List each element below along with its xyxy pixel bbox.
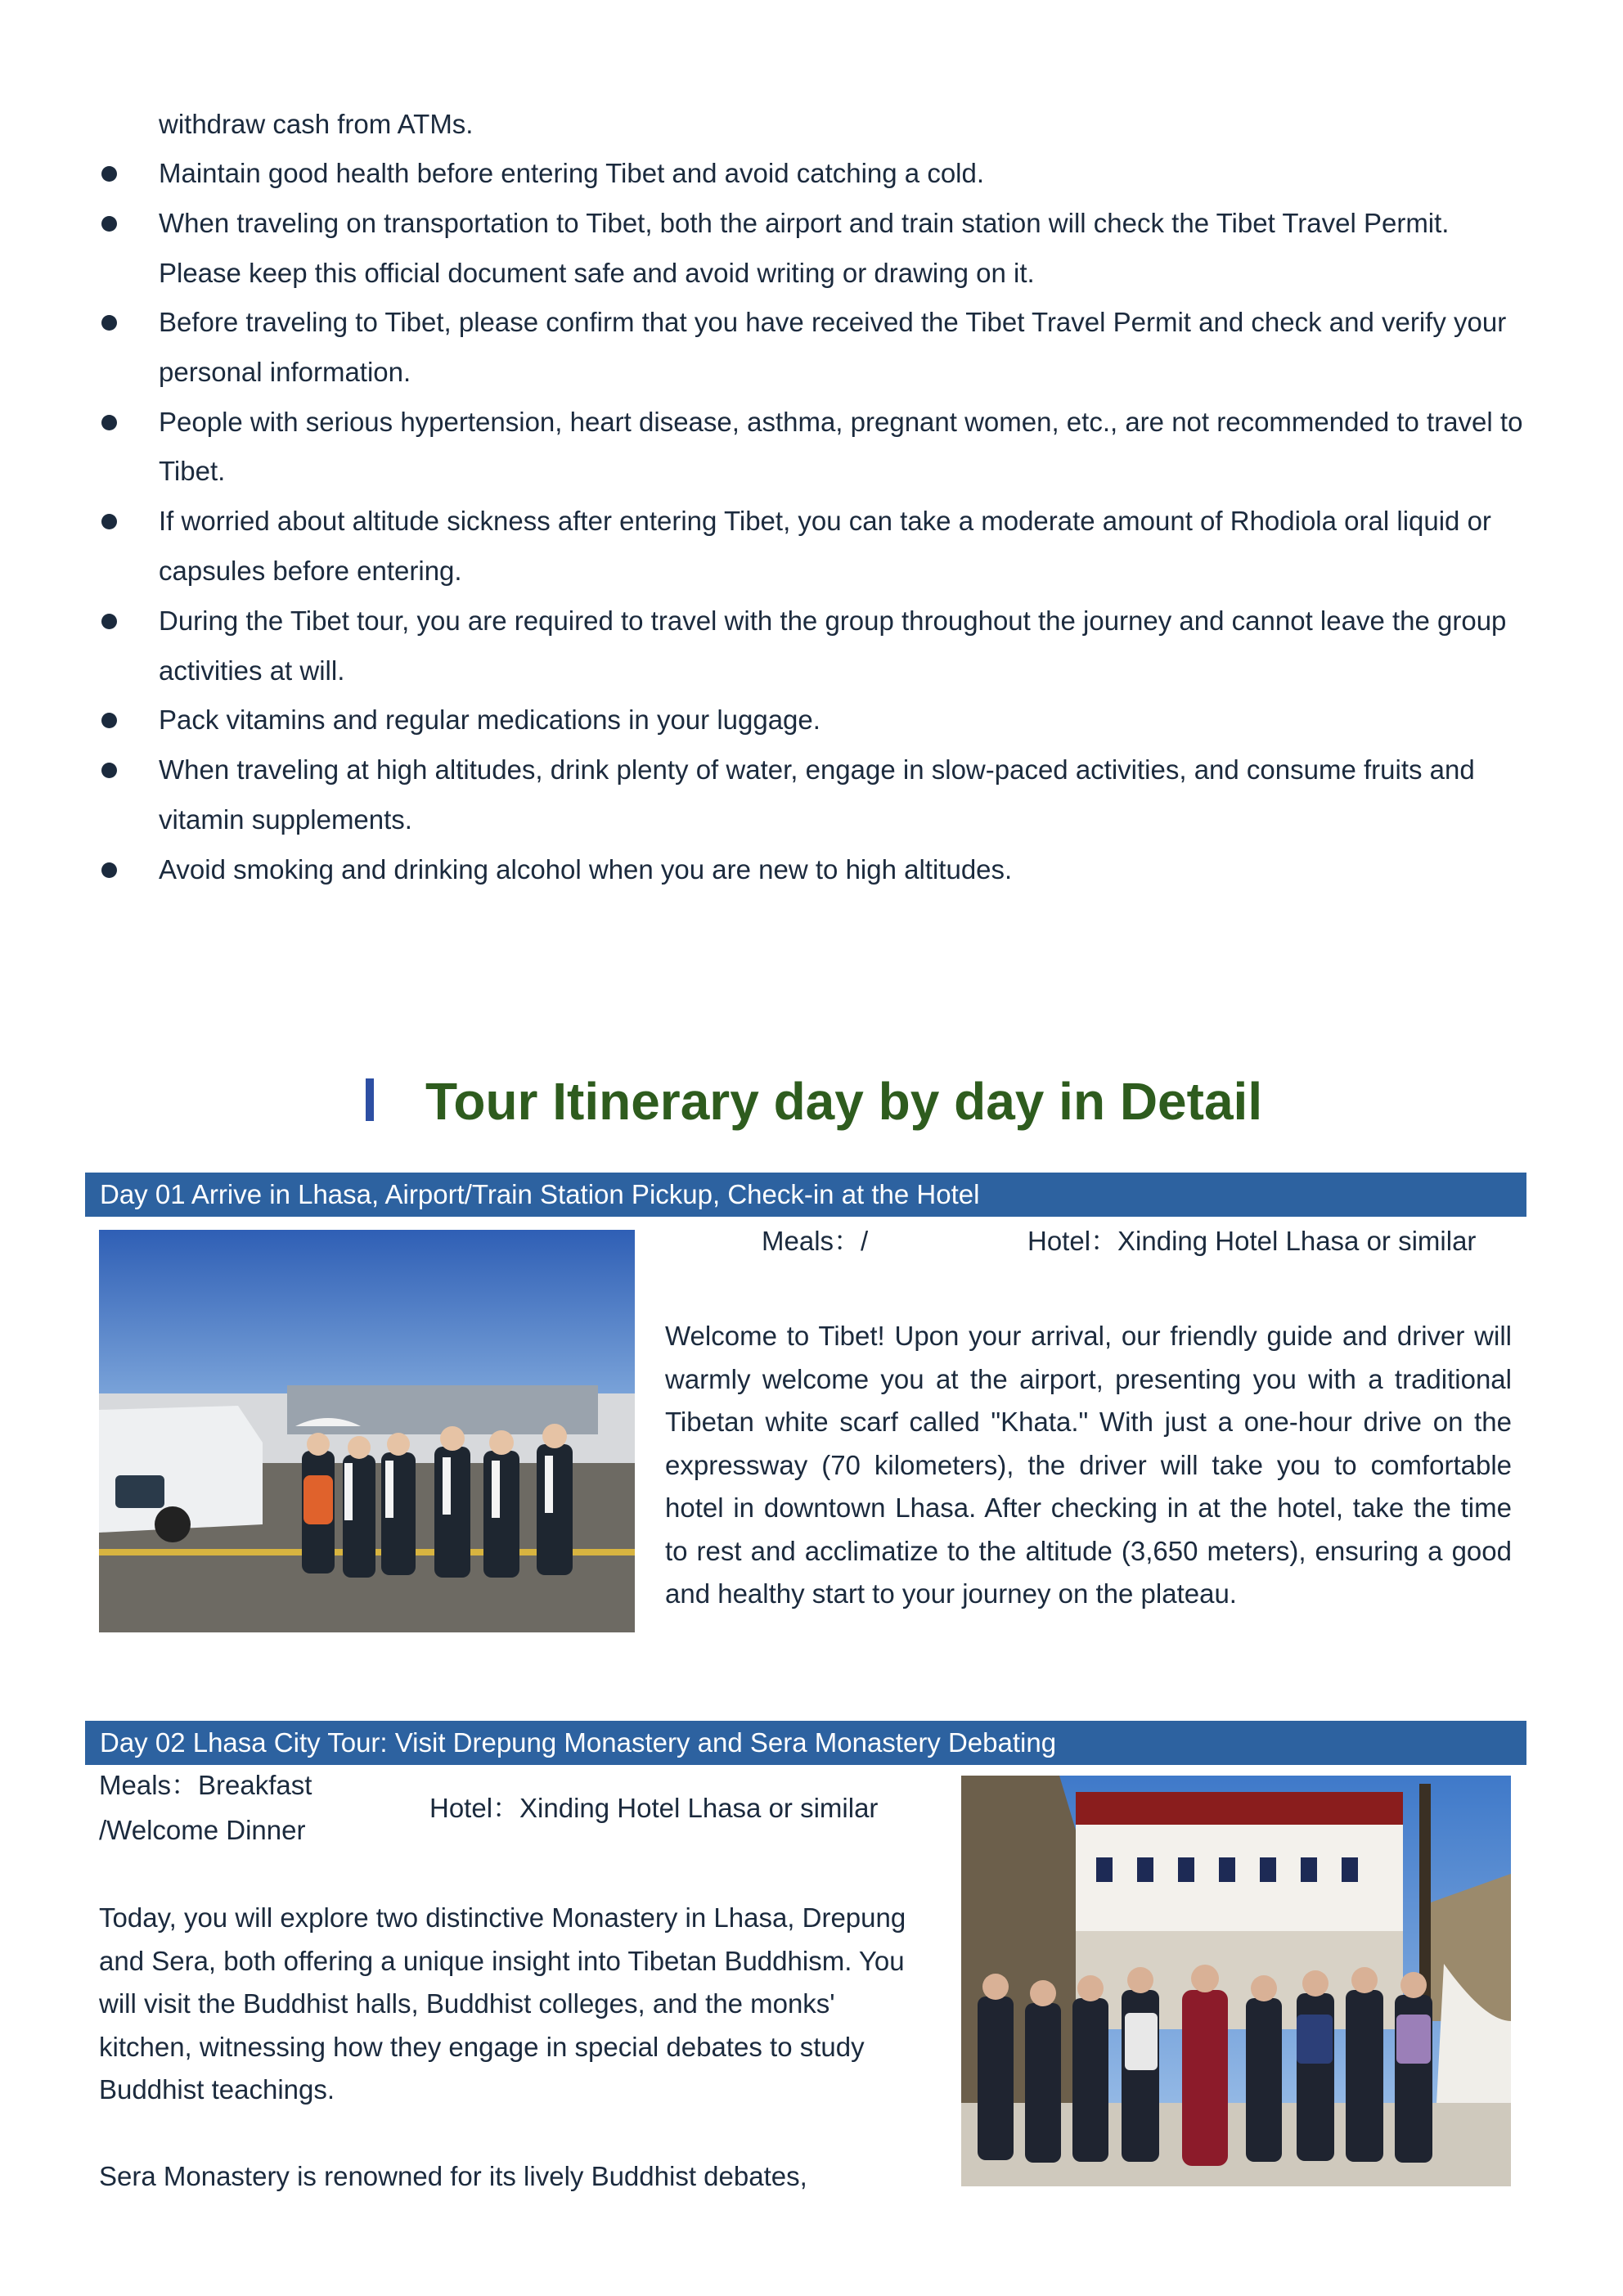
tip-line: Before traveling to Tibet, please confirm that you have received the Tibet Travel Permit and check and verify your bbox=[159, 307, 1507, 337]
tip-line: Please keep this official document safe and avoid writing or drawing on it. bbox=[159, 258, 1035, 288]
day-02-meals-line2: /Welcome Dinner bbox=[99, 1815, 306, 1845]
tip-line: personal information. bbox=[159, 357, 411, 387]
bullet-icon bbox=[101, 415, 117, 430]
tip-line: When traveling on transportation to Tibet, both the airport and train station will check the Tibet Travel Permit. bbox=[159, 208, 1450, 238]
bullet-icon bbox=[101, 216, 117, 232]
bullet-icon bbox=[101, 514, 117, 529]
tip-line: capsules before entering. bbox=[159, 556, 462, 586]
section-title-bar bbox=[366, 1078, 374, 1121]
day-02-meals-line1: Meals：Breakfast bbox=[99, 1770, 312, 1800]
bullet-icon bbox=[101, 713, 117, 728]
tip-line: Pack vitamins and regular medications in your luggage. bbox=[159, 705, 820, 735]
day-02-paragraph-2: Sera Monastery is renowned for its lively Buddhist debates, bbox=[99, 2161, 807, 2191]
bullet-icon bbox=[101, 862, 117, 878]
day-01-meals: Meals：/ bbox=[762, 1226, 869, 1256]
tip-line: Maintain good health before entering Tibet and avoid catching a cold. bbox=[159, 158, 985, 188]
tip-line: If worried about altitude sickness after entering Tibet, you can take a moderate amount of Rhodiola oral liquid or bbox=[159, 506, 1491, 536]
day-01-photo bbox=[99, 1230, 635, 1632]
bullet-icon bbox=[101, 315, 117, 331]
tip-line: During the Tibet tour, you are required to travel with the group throughout the journey and cannot leave the group bbox=[159, 606, 1507, 636]
tip-line: withdraw cash from ATMs. bbox=[159, 109, 474, 139]
tip-line: Avoid smoking and drinking alcohol when you are new to high altitudes. bbox=[159, 854, 1013, 885]
day-01-header: Day 01 Arrive in Lhasa, Airport/Train Station Pickup, Check-in at the Hotel bbox=[85, 1173, 1526, 1217]
tip-line: vitamin supplements. bbox=[159, 804, 412, 835]
tip-line: People with serious hypertension, heart disease, asthma, pregnant women, etc., are not recommended to travel to bbox=[159, 407, 1523, 437]
section-title: Tour Itinerary day by day in Detail bbox=[425, 1072, 1263, 1131]
tip-line: When traveling at high altitudes, drink plenty of water, engage in slow-paced activities, and consume fruits and bbox=[159, 754, 1475, 785]
day-02-paragraph-1: Today, you will explore two distinctive Monastery in Lhasa, Drepung and Sera, both offering a unique insight into Tibetan Buddhism. You will visit the Buddhist halls, Buddhist colleges, and the monks' kitchen, witnessing how they engage in special debates to study Buddhist teachings. bbox=[99, 1902, 906, 2105]
bullet-icon bbox=[101, 763, 117, 778]
bullet-icon bbox=[101, 166, 117, 182]
tip-line: activities at will. bbox=[159, 655, 345, 686]
day-02-photo bbox=[961, 1776, 1511, 2186]
day-02-hotel: Hotel：Xinding Hotel Lhasa or similar bbox=[429, 1793, 879, 1823]
tip-line: Tibet. bbox=[159, 456, 226, 486]
day-02-header: Day 02 Lhasa City Tour: Visit Drepung Monastery and Sera Monastery Debating bbox=[85, 1721, 1526, 1765]
day-01-hotel: Hotel：Xinding Hotel Lhasa or similar bbox=[1027, 1226, 1477, 1256]
bullet-icon bbox=[101, 614, 117, 629]
day-01-description: Welcome to Tibet! Upon your arrival, our friendly guide and driver will warmly welcome you at the airport, presenting you with a traditional Tibetan white scarf called "Khata." With just a one-hour drive on the expressway (70 kilometers), the driver will take you to comfortable hotel in downtown Lhasa. After checking in at the hotel, take the time to rest and acclimatize to the altitude (3,650 meters), ensuring a good and healthy start to your journey on the plateau. bbox=[665, 1321, 1512, 1609]
